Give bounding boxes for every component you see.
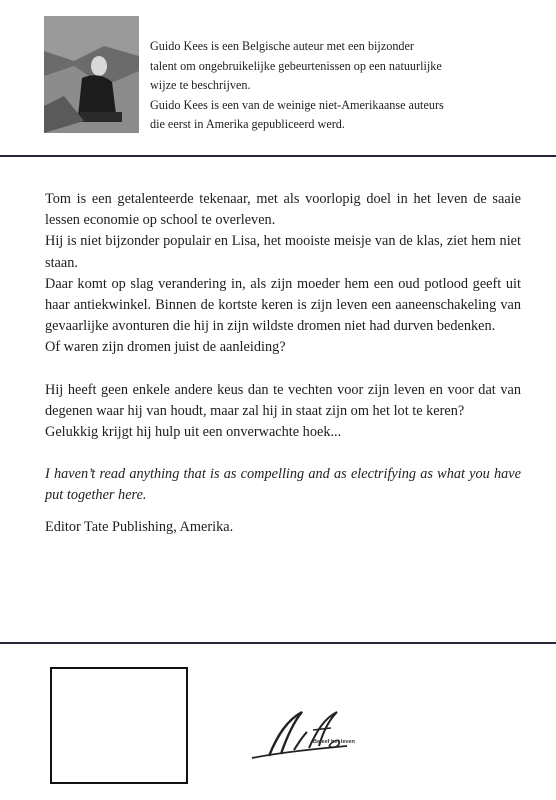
logo-tagline: Beleef het leven	[313, 739, 355, 745]
author-bio-line: talent om ongebruikelijke gebeurtenissen op een natuurlijke	[150, 58, 442, 73]
top-divider	[0, 155, 556, 157]
barcode-placeholder	[50, 667, 188, 784]
publisher-logo	[247, 706, 357, 766]
blurb-sentence: Tom is een getalenteerde tekenaar, met als voorlopig doel in het leven de saaie lessen economie op school te overleven.	[45, 191, 521, 229]
blurb-sentence: Gelukkig krijgt hij hulp uit een onverwachte hoek...	[45, 424, 342, 441]
book-blurb	[45, 189, 521, 538]
blurb-sentence: Of waren zijn dromen juist de aanleiding?	[45, 339, 286, 356]
blurb-sentence: Hij heeft geen enkele andere keus dan te vechten voor zijn leven en voor dat van degenen waar hij van houdt, maar zal hij in staat zijn om het lot te keren?	[45, 381, 521, 419]
blurb-sentence: Daar komt op slag verandering in, als zijn moeder hem een oud potlood geeft uit haar antiekwinkel. Binnen de kortste keren is zijn leven een aaneenschakeling van gevaarlijke avonturen die hij in zijn wildste dromen niet had durven bedenken.	[45, 275, 521, 335]
review-attribution: Editor Tate Publishing, Amerika.	[45, 518, 234, 535]
author-photo-image	[44, 16, 139, 133]
paragraph-gap	[45, 443, 521, 464]
author-bio	[150, 37, 510, 135]
review-quote: I haven’t read anything that is as compelling and as electrifying as what you have put together here.	[45, 466, 521, 504]
author-bio-line: Guido Kees is een Belgische auteur met een bijzonder	[150, 39, 414, 53]
paragraph-gap	[45, 359, 521, 380]
paragraph-gap	[45, 507, 521, 517]
author-bio-line: wijze te beschrijven.	[150, 78, 251, 92]
bottom-divider	[0, 642, 556, 644]
author-photo	[44, 16, 139, 133]
blurb-sentence: Hij is niet bijzonder populair en Lisa, het mooiste meisje van de klas, ziet hem niet staan.	[45, 233, 521, 271]
author-bio-line: die eerst in Amerika gepubliceerd werd.	[150, 117, 345, 131]
author-bio-line: Guido Kees is een van de weinige niet-Amerikaanse auteurs	[150, 97, 444, 112]
